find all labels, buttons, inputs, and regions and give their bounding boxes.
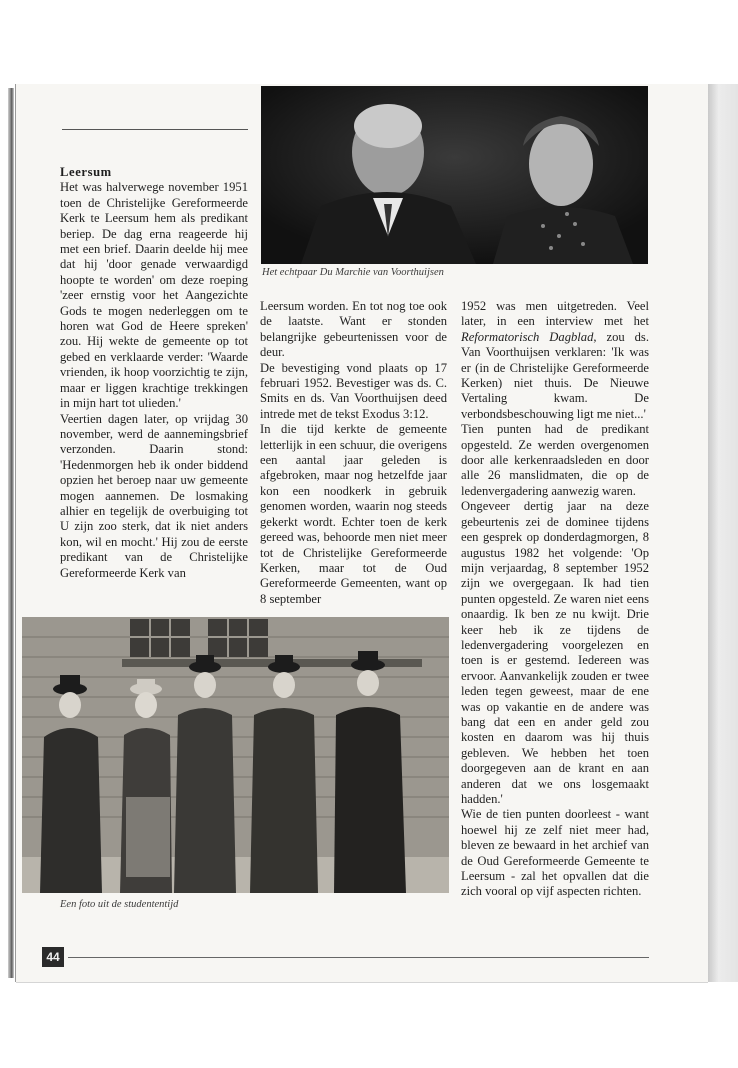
section-heading: Leersum xyxy=(60,165,112,179)
text-column-3 xyxy=(461,299,649,900)
col3-p1-start: 1952 was men uitgetreden. Veel later, in een interview met het xyxy=(461,299,649,329)
col1-paragraph-2: Veertien dagen later, op vrijdag 30 november, werd de aannemingsbrief verzonden. Daarin stond: 'Hedenmorgen heb ik onder biddend opzien het beroep naar uw gemeente mogen aannemen. De losmaking alhier en tegelijk de overbuiging tot U zijn zoo sterk, dat ik niet anders kon, wil en mocht.' Hij zou de eerste predikant van de Christelijke Gereformeerde Kerk van xyxy=(60,411,248,580)
couple-photo-drawing xyxy=(261,86,648,264)
student-group-photo xyxy=(22,617,449,893)
col2-paragraph-1: Leersum worden. En tot nog toe ook de laatste. Want er stonden belangrijke gebeurtenissen voor de deur. xyxy=(260,299,447,360)
col3-paragraph-4: Wie de tien punten doorleest - want hoewel hij ze zelf niet meer had, bleven ze bewaard in het archief van de Oud Gereformeerde Gemeente te Leersum - zal het opvallen dat die zich vooral op vijf aspecten richten. xyxy=(461,807,649,899)
student-group-photo-drawing xyxy=(22,617,449,893)
student-photo-caption: Een foto uit de studententijd xyxy=(60,899,179,910)
col2-paragraph-3: In die tijd kerkte de gemeente letterlijk in een schuur, die overigens een aantal jaar geleden is afgebroken, maar nog hetzelfde jaar kon een noodkerk in gebruik genomen worden, waarin nog steeds gekerkt wordt. Echter toen de kerk gereed was, behoorde men niet meer tot de Christelijke Gereformeerde Kerken, maar tot de Oud Gereformeerde Gemeenten, want op 8 september xyxy=(260,422,447,606)
top-rule xyxy=(62,129,248,130)
text-column-2 xyxy=(260,299,447,607)
col2-paragraph-2: De bevestiging vond plaats op 17 februari 1952. Bevestiger was ds. C. Smits en ds. Van Voorthuijsen deed intrede met de tekst Exodus 3:12. xyxy=(260,360,447,421)
col1-paragraph-1: Het was halverwege november 1951 toen de Christelijke Gereformeerde Kerk te Leersum hem als predikant beriep. De dag erna reageerde hij met een brief. Daarin deelde hij mee dat hij 'door genade verwaardigd hoopte te worden' om deze roeping 'zeer ernstig voor het Aangezichte Gods te mogen nederleggen om te horen wat God de Heere spreken' zou. Hij wekte de gemeente op tot gebed en verklaarde verder: 'Waarde vrienden, ik hoop voorzichtig te zijn, maar er liggen krachtige trekkingen in mijn hart tot ulieden.' xyxy=(60,180,248,411)
col3-paragraph-3: Ongeveer dertig jaar na deze gebeurtenis zei de dominee tijdens een gesprek op donderdagmorgen, 8 augustus 1982 het volgende: 'Op mijn verjaardag, 8 september 1952 zijn we overgegaan. Ik had tien punten opgesteld. Ze waren niet eens onaardig. Ik ben ze nu kwijt. Drie keer heb ik ze tijdens de ledenvergadering voorgelezen en toen is er gestemd. Iedereen was ervoor. Aanvankelijk zouden er twee leden tegen geweest, maar de ene was op vakantie en de andere was bang dat een en ander geld zou kosten en daarom was hij thuis gebleven. We hebben het toen doorgegeven aan de krant en aan anderen dat we ons losgemaakt hadden.' xyxy=(461,499,649,806)
col3-p1-end: , zou ds. Van Voorthuijsen verklaren: 'Ik was er (in de Christelijke Gereformeerde Kerken) niet thuis. De Nieuwe Vertaling kwam. De verbondsbeschouwing ligt me niet...' xyxy=(461,329,649,421)
text-column-1 xyxy=(60,165,248,581)
newspaper-title: Reformatorisch Dagblad xyxy=(461,329,594,344)
col3-paragraph-1 xyxy=(461,299,649,422)
col3-paragraph-2: Tien punten had de predikant opgesteld. Ze werden overgenomen door alle kerkenraadsleden en door alle 26 manslidmaten, die op de ledenvergadering aanwezig waren. xyxy=(461,422,649,498)
bottom-rule xyxy=(68,957,649,958)
next-page-edge xyxy=(708,84,738,982)
couple-photo xyxy=(261,86,648,264)
binding-edge xyxy=(8,88,14,978)
couple-photo-caption: Het echtpaar Du Marchie van Voorthuijsen xyxy=(262,267,444,278)
page-number: 44 xyxy=(42,947,64,967)
